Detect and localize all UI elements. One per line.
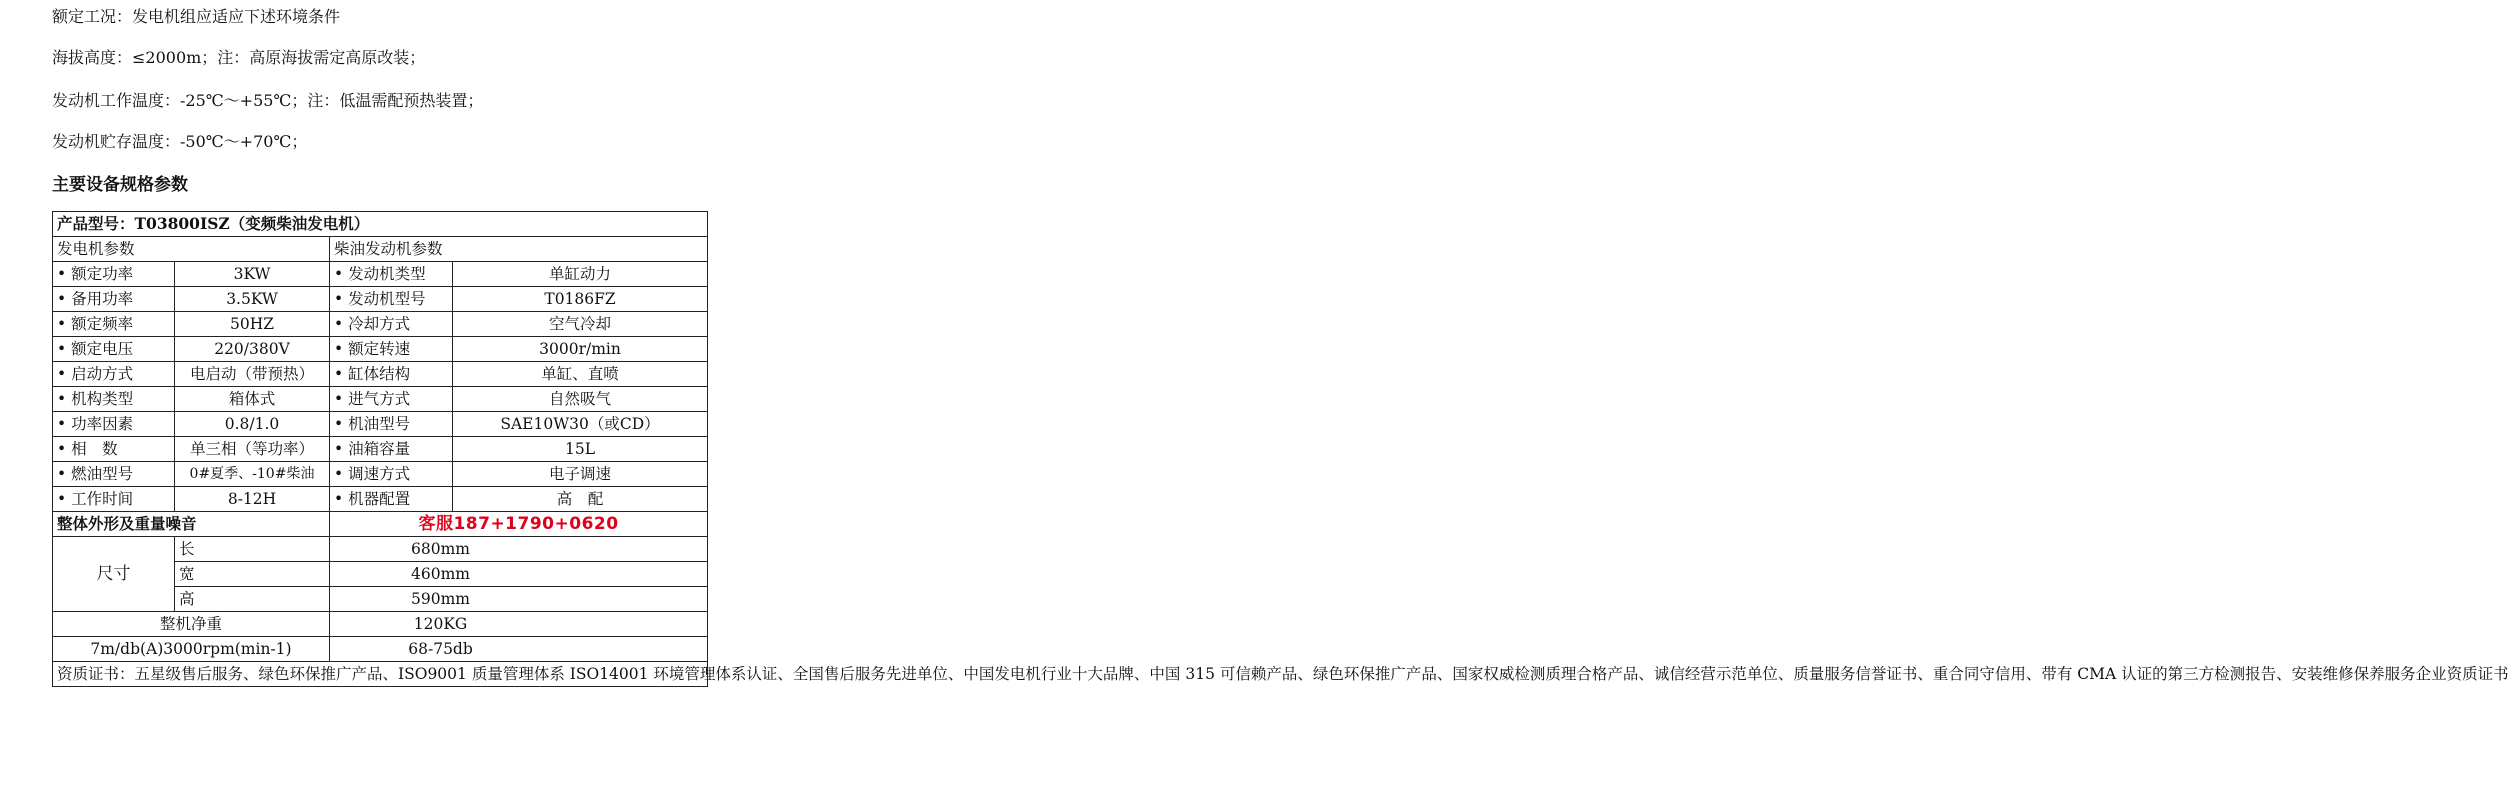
gen-param-value: 电启动（带预热）: [175, 362, 330, 387]
table-row: [53, 537, 708, 562]
hotline-watermark: [330, 512, 708, 537]
height-label: 高: [175, 587, 330, 612]
engine-param-label: • 缸体结构: [330, 362, 453, 387]
altitude-line: 海拔高度：≤2000m；注：高原海拔需定高原改装；: [52, 48, 426, 67]
engine-param-value: 自然吸气: [453, 387, 708, 412]
gen-param-value: 单三相（等功率）: [175, 437, 330, 462]
storage-temp-line: 发动机贮存温度：-50℃～+70℃；: [52, 132, 308, 151]
gen-param-value: 220/380V: [175, 337, 330, 362]
gen-param-label: • 额定电压: [53, 337, 175, 362]
table-row: [53, 287, 708, 312]
gen-param-label: • 功率因素: [53, 412, 175, 437]
table-row: [53, 337, 708, 362]
engine-param-value: T0186FZ: [453, 287, 708, 312]
engine-param-value: 单缸、直喷: [453, 362, 708, 387]
engine-param-label: • 发动机类型: [330, 262, 453, 287]
engine-param-label: • 额定转速: [330, 337, 453, 362]
size-label: 尺寸: [53, 537, 175, 612]
generator-params-header: 发电机参数: [53, 237, 330, 262]
engine-param-value: 空气冷却: [453, 312, 708, 337]
hotline-text: 客服187+1790+0620: [418, 514, 619, 534]
gen-param-value: 50HZ: [175, 312, 330, 337]
certificates-text: 资质证书：五星级售后服务、绿色环保推广产品、ISO9001 质量管理体系 ISO14001 环境管理体系认证、全国售后服务先进单位、中国发电机行业十大品牌、中国 315 可信赖产品、绿色环保推广产品、国家权威检测质理合格产品、诚信经营示范单位、质量服务信誉证书、重合同守信用、带有 CMA 认证的第三方检测报告、安装维修保养服务企业资质证书: [53, 662, 708, 687]
length-value: 680mm: [330, 537, 708, 562]
dimensions-header-row: [53, 512, 708, 537]
table-row: [53, 387, 708, 412]
noise-value: 68-75db: [330, 637, 708, 662]
gen-param-label: • 备用功率: [53, 287, 175, 312]
weight-label: 整机净重: [53, 612, 330, 637]
section-title: 主要设备规格参数: [52, 175, 188, 195]
engine-param-value: 15L: [453, 437, 708, 462]
table-row: [53, 612, 708, 637]
condition-line: 额定工况：发电机组应适应下述环境条件: [52, 7, 341, 26]
engine-param-label: • 油箱容量: [330, 437, 453, 462]
noise-label: 7m/db(A)3000rpm(min-1): [53, 637, 330, 662]
engine-param-value: 3000r/min: [453, 337, 708, 362]
gen-param-label: • 额定频率: [53, 312, 175, 337]
length-label: 长: [175, 537, 330, 562]
spec-table: [52, 211, 2509, 687]
engine-param-label: • 进气方式: [330, 387, 453, 412]
table-row: [53, 487, 708, 512]
width-value: 460mm: [330, 562, 708, 587]
gen-param-label: • 额定功率: [53, 262, 175, 287]
gen-param-label: • 相 数: [53, 437, 175, 462]
model-row: [53, 212, 708, 237]
engine-param-label: • 发动机型号: [330, 287, 453, 312]
height-value: 590mm: [330, 587, 708, 612]
dimensions-title: 整体外形及重量噪音: [53, 512, 330, 537]
gen-param-value: 0#夏季、-10#柴油: [175, 462, 330, 487]
gen-param-value: 0.8/1.0: [175, 412, 330, 437]
gen-param-label: • 工作时间: [53, 487, 175, 512]
section-header-row: [53, 237, 708, 262]
gen-param-label: • 启动方式: [53, 362, 175, 387]
table-row: [53, 437, 708, 462]
gen-param-label: • 机构类型: [53, 387, 175, 412]
table-row: [53, 637, 708, 662]
gen-param-value: 8-12H: [175, 487, 330, 512]
engine-params-header: 柴油发动机参数: [330, 237, 708, 262]
certificates-row: [53, 662, 708, 687]
gen-param-value: 3.5KW: [175, 287, 330, 312]
gen-param-value: 箱体式: [175, 387, 330, 412]
engine-param-label: • 机器配置: [330, 487, 453, 512]
table-row: [53, 412, 708, 437]
table-row: [53, 312, 708, 337]
engine-param-label: • 调速方式: [330, 462, 453, 487]
model-title: 产品型号：T03800ISZ（变频柴油发电机）: [53, 212, 708, 237]
engine-param-value: 单缸动力: [453, 262, 708, 287]
engine-param-label: • 冷却方式: [330, 312, 453, 337]
table-row: [53, 262, 708, 287]
engine-param-value: 电子调速: [453, 462, 708, 487]
engine-param-label: • 机油型号: [330, 412, 453, 437]
weight-value: 120KG: [330, 612, 708, 637]
table-row: [53, 462, 708, 487]
operating-temp-line: 发动机工作温度：-25℃～+55℃；注：低温需配预热装置；: [52, 91, 484, 110]
engine-param-value: SAE10W30（或CD）: [453, 412, 708, 437]
table-row: [53, 362, 708, 387]
width-label: 宽: [175, 562, 330, 587]
gen-param-value: 3KW: [175, 262, 330, 287]
gen-param-label: • 燃油型号: [53, 462, 175, 487]
engine-param-value: 高 配: [453, 487, 708, 512]
